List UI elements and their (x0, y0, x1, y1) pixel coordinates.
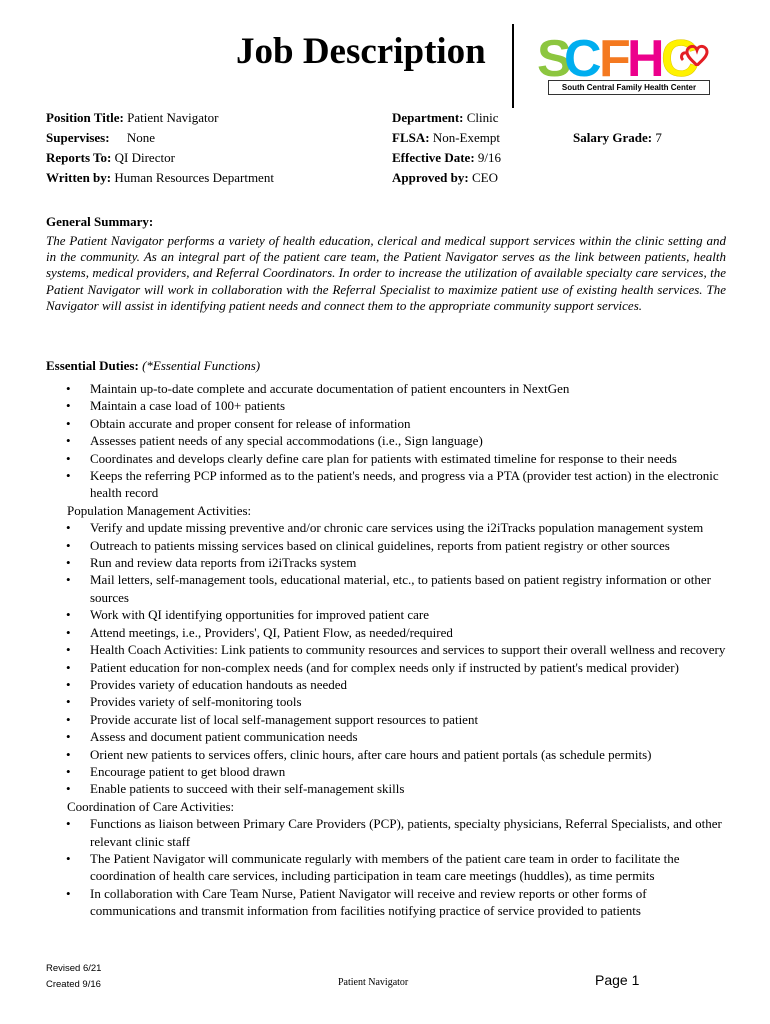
list-item: • Assess and document patient communication needs (46, 728, 726, 745)
page-number: Page 1 (595, 972, 640, 988)
logo-letter-c2: C (661, 30, 699, 88)
list-item: • Work with QI identifying opportunities for improved patient care (46, 606, 726, 623)
duties-heading-note: (*Essential Functions) (142, 358, 261, 373)
duties-list (46, 380, 726, 920)
duties-heading-label: Essential Duties: (46, 358, 139, 373)
duties-group-3 (46, 815, 726, 919)
position-title-value: Patient Navigator (127, 110, 219, 125)
list-item: • Maintain up-to-date complete and accurate documentation of patient encounters in NextGen (46, 380, 726, 397)
written-by-label: Written by: (46, 170, 112, 185)
population-management-label: Population Management Activities: (67, 502, 252, 518)
footer-revised: Revised 6/21 (46, 963, 102, 974)
written-by-value: Human Resources Department (114, 170, 274, 185)
written-by-row (46, 168, 274, 188)
list-item: • Enable patients to succeed with their self-management skills (46, 780, 726, 797)
flsa-value: Non-Exempt (432, 130, 500, 145)
coordination-of-care-label: Coordination of Care Activities: (67, 798, 235, 814)
summary-text: The Patient Navigator performs a variety of health education, clerical and medical support services within the clinic setting and in the community. As an integral part of the patient care team, the Patient Navigator serves as the link between patients, health systems, medical providers, and Referral Coordinators. In order to increase the utilization of available specialty care services, the Patient Navigator will work in collaboration with the Referral Specialist to maximize patient use of existing health services. The Navigator will assist in identifying patient needs and connect them to the appropriate community support services. (46, 233, 726, 313)
list-item: • Health Coach Activities: Link patients to community resources and services to support their overall wellness and recovery (46, 641, 726, 658)
list-item: • Maintain a case load of 100+ patients (46, 397, 726, 414)
list-item: • Provides variety of education handouts as needed (46, 676, 726, 693)
supervises-value: None (126, 130, 155, 145)
list-item: • Outreach to patients missing services based on clinical guidelines, reports from patient registry or other sources (46, 537, 726, 554)
duties-heading (46, 357, 260, 375)
list-item: • Assesses patient needs of any special accommodations (i.e., Sign language) (46, 432, 726, 449)
title-divider (512, 24, 514, 108)
position-title-label: Position Title: (46, 110, 124, 125)
reports-to-value: QI Director (114, 150, 175, 165)
flsa-row (392, 128, 500, 148)
list-item: • Provide accurate list of local self-management support resources to patient (46, 711, 726, 728)
page-title: Job Description (236, 31, 486, 72)
list-item: • Keeps the referring PCP informed as to the patient's needs, and progress via a PTA (provider test action) in the electronic health record (46, 467, 726, 502)
list-item: • Encourage patient to get blood drawn (46, 763, 726, 780)
salary-grade-row (573, 128, 662, 148)
logo-tagline: South Central Family Health Center (548, 80, 710, 95)
list-item: • Verify and update missing preventive and/or chronic care services using the i2iTracks population management system (46, 519, 726, 536)
logo-letter-h: H (627, 30, 665, 88)
approved-by-value: CEO (471, 170, 498, 185)
reports-to-label: Reports To: (46, 150, 112, 165)
list-item: • Patient education for non-complex needs (and for complex needs only if instructed by patient's medical provider) (46, 659, 726, 676)
footer-created: Created 9/16 (46, 979, 101, 990)
flsa-label: FLSA: (392, 130, 430, 145)
department-value: Clinic (466, 110, 499, 125)
duties-group-2 (46, 519, 726, 798)
approved-by-row (392, 168, 498, 188)
effective-date-value: 9/16 (477, 150, 502, 165)
duties-group-1 (46, 380, 726, 502)
salary-grade-value: 7 (655, 130, 662, 145)
department-label: Department: (392, 110, 464, 125)
supervises-row (46, 128, 155, 148)
list-item: • The Patient Navigator will communicate regularly with members of the patient care team in order to facilitate the coordination of health care services, including participation in team care meetings (huddles), as time permits (46, 850, 726, 885)
list-item: • Functions as liaison between Primary Care Providers (PCP), patients, specialty physicians, Referral Specialists, and other relevant clinic staff (46, 815, 726, 850)
salary-grade-label: Salary Grade: (573, 130, 653, 145)
list-item: • Obtain accurate and proper consent for release of information (46, 415, 726, 432)
footer-doc-name: Patient Navigator (338, 977, 409, 988)
approved-by-label: Approved by: (392, 170, 469, 185)
logo-letter-s: S (537, 30, 572, 88)
list-item: • Orient new patients to services offers, clinic hours, after care hours and patient portals (as schedule permits) (46, 746, 726, 763)
effective-date-row (392, 148, 501, 168)
list-item: • Coordinates and develops clearly define care plan for patients with estimated timeline for response to their needs (46, 450, 726, 467)
position-title-row (46, 108, 218, 128)
reports-to-row (46, 148, 175, 168)
effective-date-label: Effective Date: (392, 150, 475, 165)
summary-heading: General Summary: (46, 214, 154, 229)
list-item: • Attend meetings, i.e., Providers', QI, Patient Flow, as needed/required (46, 624, 726, 641)
list-item: • Mail letters, self-management tools, educational material, etc., to patients based on patient registry information or other sources (46, 571, 726, 606)
list-item: • Provides variety of self-monitoring tools (46, 693, 726, 710)
supervises-label: Supervises: (46, 130, 110, 145)
logo-letter-c: C (564, 30, 602, 88)
department-row (392, 108, 499, 128)
list-item: • Run and review data reports from i2iTracks system (46, 554, 726, 571)
logo-letter-f: F (599, 30, 631, 88)
list-item: • In collaboration with Care Team Nurse, Patient Navigator will receive and review reports or other forms of communications and transmit information from facilities notifying practice of service provided to patients (46, 885, 726, 920)
